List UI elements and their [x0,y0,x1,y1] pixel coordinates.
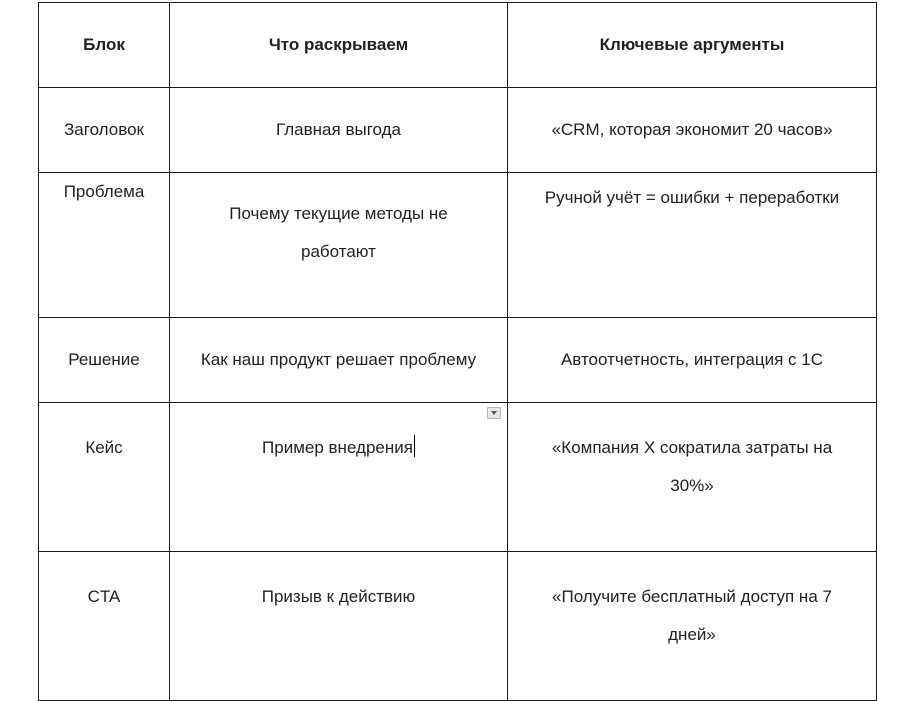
table-header-row [39,3,877,88]
table-cell[interactable]: Ручной учёт = ошибки + переработки [508,173,877,318]
header-cell-block[interactable]: Блок [39,3,170,88]
active-table-cell[interactable] [170,403,508,552]
table-cell[interactable]: Почему текущие методы не работают [170,173,508,318]
header-cell-arguments[interactable]: Ключевые аргументы [508,3,877,88]
table-cell[interactable]: «Компания X сократила затраты на 30%» [508,403,877,552]
table-cell[interactable]: Проблема [39,173,170,318]
table-row [39,552,877,701]
table-cell[interactable]: Как наш продукт решает проблему [170,318,508,403]
cell-editor[interactable] [180,429,497,467]
table-cell[interactable]: «Получите бесплатный доступ на 7 дней» [508,552,877,701]
content-table [38,2,877,701]
table-cell[interactable]: Заголовок [39,88,170,173]
chevron-down-icon[interactable] [487,407,501,419]
header-cell-what[interactable]: Что раскрываем [170,3,508,88]
table-cell[interactable]: CTA [39,552,170,701]
table-cell[interactable]: Главная выгода [170,88,508,173]
text-cursor [414,435,415,457]
table-row [39,88,877,173]
table-cell[interactable]: «CRM, которая экономит 20 часов» [508,88,877,173]
table-cell[interactable]: Автоотчетность, интеграция с 1С [508,318,877,403]
table-row [39,403,877,552]
table-row [39,318,877,403]
table-cell[interactable]: Призыв к действию [170,552,508,701]
table-cell[interactable]: Кейс [39,403,170,552]
table-cell[interactable]: Решение [39,318,170,403]
table-row [39,173,877,318]
cell-text: Пример внедрения [262,438,413,457]
